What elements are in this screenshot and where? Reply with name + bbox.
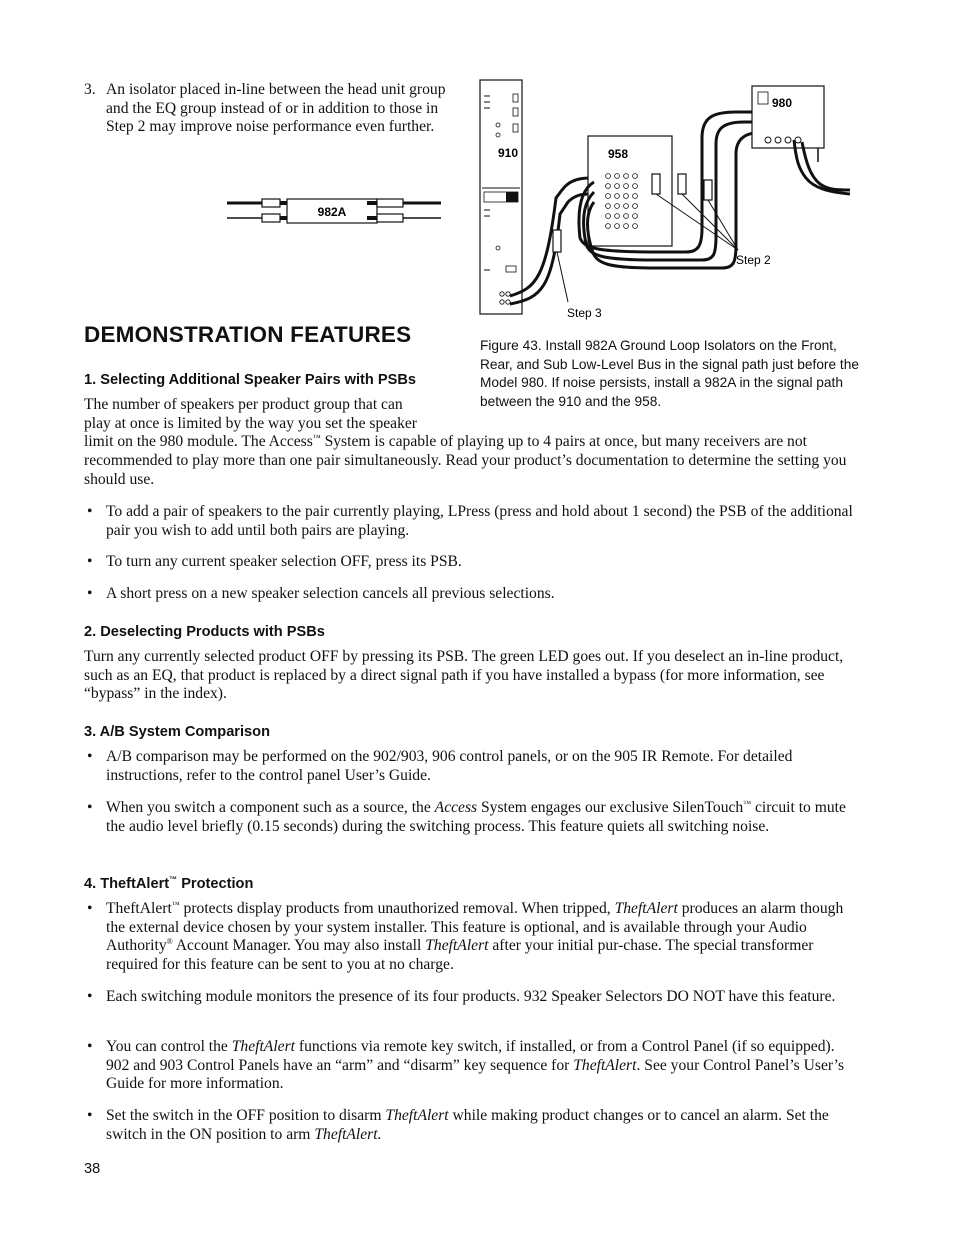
s1-para-line3a: limit on the 980 module. The Access xyxy=(84,433,313,451)
s1-para-line3b: System is capable of playing up to 4 pairs at once, but many receivers are not recommended to play more than one pair simultaneously. Read your product’s documentation to determine the setting you should use. xyxy=(84,433,847,488)
trademark-symbol: ™ xyxy=(171,900,180,909)
bullet-dot: • xyxy=(87,553,93,570)
rca-plug xyxy=(262,214,280,222)
step3-number: 3. xyxy=(84,81,96,98)
text-run: TheftAlert xyxy=(106,900,172,917)
bullet-dot: • xyxy=(87,585,93,602)
heading-deselecting-products: 2. Deselecting Products with PSBs xyxy=(84,624,325,640)
label-958: 958 xyxy=(608,147,629,161)
text-run: circuit to mute the audio level briefly (0.15 seconds) during the switching process. This feature quiets all switching noise. xyxy=(106,799,846,835)
step2-isolator xyxy=(678,174,686,194)
text-run: produces an alarm though the external device chosen by your system installer. This feature is optional, and is available through your Audio Authority xyxy=(106,900,844,955)
s1-para-line2: play at once is limited by the way you set the speaker xyxy=(84,414,418,432)
s4-bullet-text xyxy=(106,1038,854,1094)
page-number: 38 xyxy=(84,1161,101,1177)
s4-bullet-text xyxy=(106,1107,854,1144)
theftalert-italic: TheftAlert xyxy=(425,937,489,955)
theftalert-italic: TheftAlert xyxy=(614,900,678,917)
s2-para: Turn any currently selected product OFF by pressing its PSB. The green LED goes out. If you deselect an in-line product, such as an EQ, that product is replaced by a direct signal path if you have installed a bypass (for more information, see “bypass” in the index). xyxy=(84,648,844,703)
section-title: DEMONSTRATION FEATURES xyxy=(84,322,412,347)
step2-isolator xyxy=(652,174,660,194)
text-run: When you switch a component such as a source, the xyxy=(106,799,435,816)
rca-tip xyxy=(367,216,377,220)
access-italic: Access xyxy=(434,799,478,816)
trademark-symbol: ™ xyxy=(743,799,752,808)
s1-bullet-text: To turn any current speaker selection OFF, press its PSB. xyxy=(106,553,462,570)
bullet-dot: • xyxy=(87,900,93,917)
rca-plug xyxy=(377,199,403,207)
text-run: functions via remote key switch, if installed, or from a Control Panel (if so equipped). 902 and 903 Control Panels have an “arm” and “disarm” key sequence for xyxy=(106,1038,835,1074)
s4-bullet-text xyxy=(106,900,854,975)
label-step2: Step 2 xyxy=(736,253,771,267)
rca-plug xyxy=(377,214,403,222)
s4-bullet-text: Each switching module monitors the presence of its four products. 932 Speaker Selectors DO NOT have this feature. xyxy=(106,988,836,1005)
trademark-symbol: ™ xyxy=(312,433,321,443)
label-step3: Step 3 xyxy=(567,306,602,320)
text-run: You can control the xyxy=(106,1038,232,1055)
text-run: protects display products from unauthorized removal. When tripped, xyxy=(179,900,615,917)
bullet-dot: • xyxy=(87,748,93,765)
s1-bullet-text: To add a pair of speakers to the pair currently playing, LPress (press and hold about 1 second) the PSB of the additional pair you wish to add until both pairs are playing. xyxy=(106,503,853,539)
step3-pointer xyxy=(557,252,568,302)
text-run: Set the switch in the OFF position to disarm xyxy=(106,1107,386,1124)
text-run: System engages our exclusive SilenTouch xyxy=(477,799,744,816)
text-run: after your initial pur-chase. The special transformer required for this feature can be sent to you at no charge. xyxy=(106,937,814,974)
theftalert-italic: TheftAlert xyxy=(231,1038,295,1055)
label-980: 980 xyxy=(772,96,793,110)
s1-para-line1: The number of speakers per product group that can xyxy=(84,396,403,413)
theftalert-italic: TheftAlert. xyxy=(314,1125,382,1143)
s1-para-rest xyxy=(84,433,854,489)
bullet-dot: • xyxy=(87,1107,93,1124)
heading-theftalert-protection xyxy=(84,876,253,892)
isolator-label: 982A xyxy=(317,205,347,219)
heading-text: 4. TheftAlert xyxy=(84,876,170,892)
s1-bullet-text: A short press on a new speaker selection cancels all previous selections. xyxy=(106,585,555,602)
text-run: Account Manager. You may also install xyxy=(172,937,426,955)
text-run: . See your Control Panel’s User’s Guide for more information. xyxy=(106,1056,845,1093)
step2-isolator xyxy=(704,180,712,200)
label-910: 910 xyxy=(498,146,519,160)
heading-text: Protection xyxy=(177,876,254,892)
figure-caption: Figure 43. Install 982A Ground Loop Isolators on the Front, Rear, and Sub Low-Level Bus in the signal path just before the Model 980. If noise persists, install a 982A in the signal path between the 910 and the 958. xyxy=(480,338,859,409)
bullet-dot: • xyxy=(87,799,93,816)
theftalert-italic: TheftAlert xyxy=(385,1107,449,1124)
bullet-dot: • xyxy=(87,503,93,520)
wiring-figure xyxy=(476,78,854,324)
rca-plug xyxy=(262,199,280,207)
heading-selecting-speaker-pairs: 1. Selecting Additional Speaker Pairs with PSBs xyxy=(84,372,416,388)
module-detail xyxy=(506,192,518,202)
rca-tip xyxy=(280,201,287,205)
trademark-symbol: ™ xyxy=(169,875,178,884)
isolator-982a-diagram xyxy=(224,190,444,230)
bullet-dot: • xyxy=(87,988,93,1005)
s3-bullet-text: A/B comparison may be performed on the 902/903, 906 control panels, or on the 905 IR Remote. For detailed instructions, refer to the control panel User’s Guide. xyxy=(106,748,793,784)
rca-tip xyxy=(280,216,287,220)
s3-bullet-text xyxy=(106,799,854,836)
text-run: while making product changes or to cancel an alarm. Set the switch in the ON position to arm xyxy=(106,1107,829,1143)
registered-symbol: ® xyxy=(166,937,173,947)
theftalert-italic: TheftAlert xyxy=(573,1056,637,1074)
step3-text: An isolator placed in-line between the head unit group and the EQ group instead of or in addition to those in Step 2 may improve noise performance even further. xyxy=(106,81,446,136)
rca-tip xyxy=(367,201,377,205)
step3-isolator xyxy=(553,230,561,252)
heading-ab-comparison: 3. A/B System Comparison xyxy=(84,724,270,740)
bullet-dot: • xyxy=(87,1038,93,1055)
